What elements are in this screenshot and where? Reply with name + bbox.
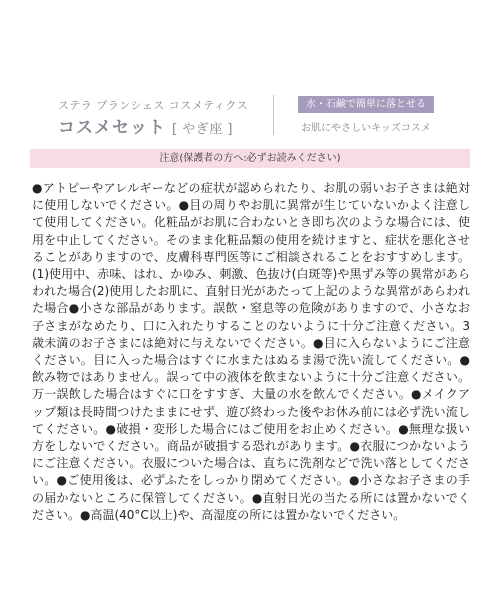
feature-subtitle: お肌にやさしいキッズコスメ: [301, 123, 431, 134]
caution-text: ●アトピーやアレルギーなどの症状が認められたり、お肌の弱いお子さまは絶対に使用しないでください。●目の周りやお肌に異常が生じていないかよく注意して使用してください。化粧品がお肌に合わないとき即ち次のような場合には、使用を中止してください。そのまま化粧品類の使用を続けますと、症状を悪化させることがありますので、皮膚科専門医等にご相談されることをおすすめします。(1)使用中、赤味、はれ、かゆみ、刺激、色抜け(白斑等)や黒ずみ等の異常があらわれた場合(2)使用したお肌に、直射日光があたって上記のような異常があらわれた場合●小さな部品があります。誤飲・窒息等の危険がありますので、小さなお子さまがなめたり、口に入れたりすることのないように十分ご注意ください。3歳未満のお子さまには絶対に与えないでください。●目に入らないようにご注意ください。目に入った場合はすぐに水またはぬるま湯で洗い流してください。●飲み物ではありません。誤って中の液体を飲まないように十分ご注意ください。万一誤飲した場合はすぐに口をすすぎ、大量の水を飲んでください。●メイクアップ類は長時間つけたままにせず、遊び終わった後やお休み前には必ず洗い流してください。●破損・変形した場合にはご使用をお止めください。●無理な扱い方をしないでください。商品が破損する恐れがあります。●衣服につかないようにご注意ください。衣服についた場合は、直ちに洗剤などで洗い落としてください。●ご使用後は、必ずふたをしっかり閉めてください。●小さなお子さまの手の届かないところに保管してください。●直射日光の当たる所には置かないでください。●高温(40°C以上)や、高湿度の所には置かないでください。: [32, 181, 470, 522]
product-header: [0, 0, 500, 140]
header-divider: [273, 95, 274, 135]
product-variant: [ やぎ座 ]: [172, 122, 233, 137]
brand-name: ステラ プランシェス コスメティクス: [58, 99, 249, 112]
feature-badge: 水・石鹸で簡単に落とせる: [298, 96, 434, 113]
product-title: [58, 113, 233, 138]
notice-heading: 注意(保護者の方へ:必ずお読みください): [30, 149, 470, 168]
product-title-text: コスメセット: [58, 118, 166, 138]
